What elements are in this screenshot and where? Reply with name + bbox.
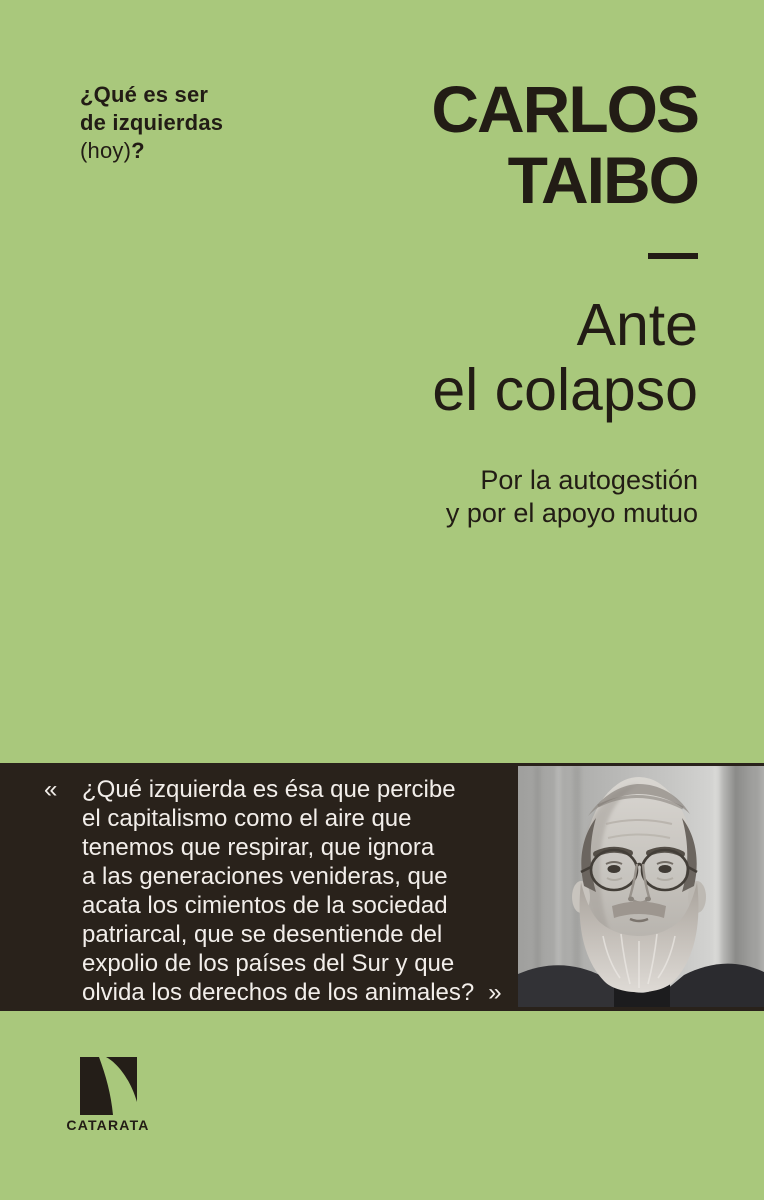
quote-line: olvida los derechos de los animales? » (82, 979, 502, 1006)
publisher-name: CATARATA (66, 1117, 150, 1133)
quote-line: el capitalismo como el aire que (82, 805, 412, 832)
quote-band (0, 763, 764, 1011)
book-subtitle (446, 464, 698, 530)
author-photo (518, 766, 764, 1007)
series-question (80, 81, 223, 165)
quote-line: patriarcal, que se desentiende del (82, 921, 443, 948)
quote-line: a las generaciones venideras, que (82, 863, 448, 890)
quote-line: tenemos que respirar, que ignora (82, 834, 435, 861)
waterfall-logo-icon (80, 1057, 137, 1115)
book-title-line: el colapso (432, 357, 698, 423)
open-guillemet: « (44, 776, 58, 803)
series-question-line: de izquierdas (80, 110, 224, 135)
publisher-logo (61, 1057, 155, 1133)
series-question-line: (hoy)? (80, 138, 145, 163)
quote-line: expolio de los países del Sur y que (82, 950, 455, 977)
back-cover-quote (82, 775, 502, 1007)
book-title-line: Ante (576, 292, 698, 358)
book-subtitle-line: Por la autogestión (480, 465, 698, 495)
author-dash-rule (648, 253, 698, 259)
author-last-name: TAIBO (507, 143, 698, 217)
close-guillemet: » (488, 979, 502, 1006)
author-name (431, 74, 698, 216)
book-title (432, 293, 698, 423)
book-subtitle-line: y por el apoyo mutuo (445, 498, 698, 528)
quote-line: acata los cimientos de la sociedad (82, 892, 448, 919)
author-first-name: CARLOS (431, 72, 698, 146)
quote-line: ¿Qué izquierda es ésa que percibe (82, 776, 456, 803)
series-question-line: ¿Qué es ser (80, 82, 209, 107)
